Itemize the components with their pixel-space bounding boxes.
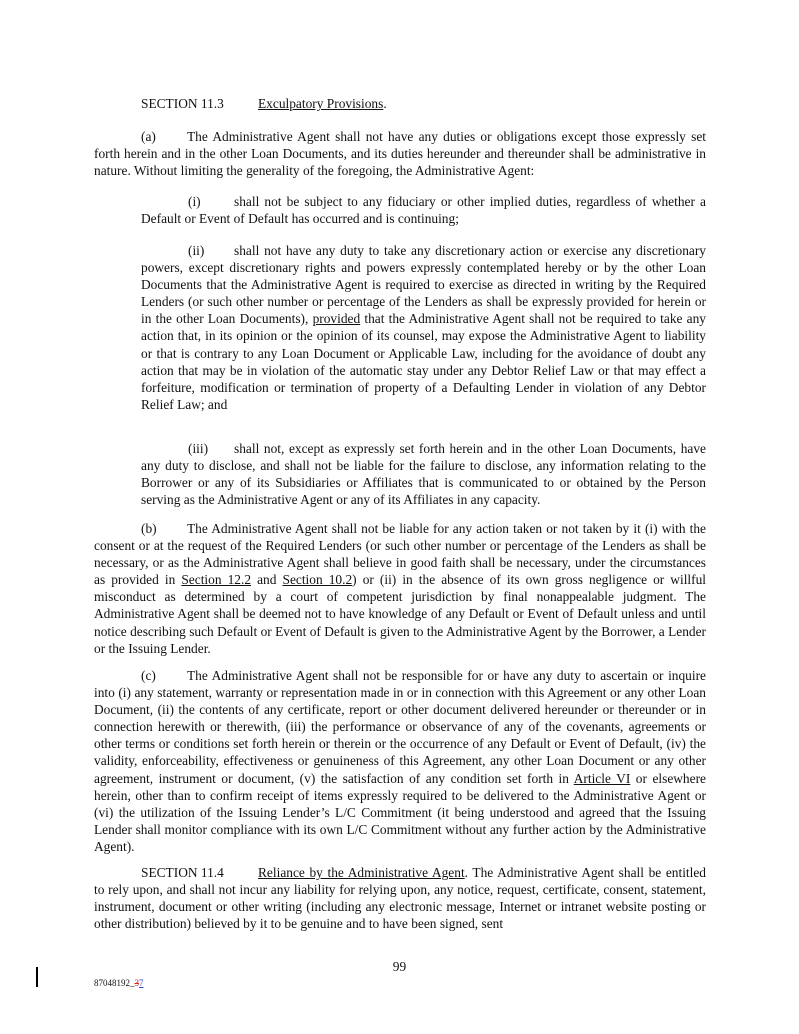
section-number: SECTION 11.3 <box>141 96 224 111</box>
paragraph-a-i <box>141 193 706 227</box>
paragraph-label: (ii) <box>188 243 205 258</box>
paragraph-a-ii <box>141 242 706 413</box>
paragraph-text: or elsewhere herein, other than to confirm receipt of items expressly required to be delivered to the Administrative Agent or (vi) the utilization of the Issuing Lender’s L/C Commitment (it being understood and agreed that the Issuing Lender shall monitor compliance with its own L/C Commitment without any further action by the Administrative Agent). <box>94 770 706 854</box>
paragraph-text: The Administrative Agent shall not be responsible for or have any duty to ascertain or inquire into (i) any statement, warranty or representation made in or in connection with this Agreement or any other Loan Document, (ii) the contents of any certificate, report or other document delivered hereunder or thereunder or in connection herewith or therewith, (iii) the performance or observance of any of the covenants, agreements or other terms or conditions set forth herein or therein or the occurrence of any Default or Event of Default, (iv) the validity, enforceability, effectiveness or genuineness of this Agreement, any other Loan Document or any other agreement, instrument or document, (v) the satisfaction of any condition set forth in <box>94 668 706 786</box>
section-number: SECTION 11.4 <box>141 865 224 880</box>
page-number: 99 <box>392 959 407 974</box>
paragraph-text: shall not, except as expressly set forth herein and in the other Loan Documents, have any duty to disclose, and shall not be liable for the failure to disclose, any information relating to the Borrower or any of its Subsidiaries or Affiliates that is communicated to or obtained by the Person serving as the Administrative Agent or any of its Affiliates in any capacity. <box>141 441 706 508</box>
section-reference: Section 12.2 <box>181 572 252 588</box>
paragraph-c <box>94 667 706 855</box>
article-reference: Article VI <box>573 770 631 786</box>
inserted-revision: 7 <box>139 978 144 988</box>
provided-term: provided <box>312 311 361 327</box>
paragraph-label: (i) <box>188 194 201 209</box>
section-11-3-heading: SECTION 11.3 Exculpatory Provisions. <box>141 96 387 111</box>
deleted-revision: 3 <box>134 978 139 988</box>
paragraph-b: (b) The Administrative Agent shall not be liable for any action taken or not taken by it (i) with the consent or at the request of the Required Lenders (or such other number or percentage of the Lenders as shall be necessary, or as the Administrative Agent shall believe in good faith shall be necessary, under the circumstances as provided in Section 12.2 and Section 10.2) or (ii) in the absence of its own gross negligence or willful misconduct as determined by a court of competent jurisdiction by final nonappealable judgment. The Administrative Agent shall be deemed not to have knowledge of any Default or Event of Default unless and until notice describing such Default or Event of Default is given to the Administrative Agent by the Borrower, a Lender or the Issuing Lender. <box>94 521 707 656</box>
paragraph-label: (iii) <box>188 441 209 456</box>
section-reference: Section 10.2 <box>282 572 353 588</box>
paragraph-text: ) or (ii) in the absence of its own gross negligence or willful misconduct as determined by a court of competent jurisdiction by final nonappealable judgment. The Administrative Agent shall be deemed not to have knowledge of any Default or Event of Default unless and until notice describing such Default or Event of Default is given to the Administrative Agent by the Borrower, a Lender or the Issuing Lender. <box>94 572 707 656</box>
paragraph-label: (a) <box>141 129 156 144</box>
paragraph-text: The Administrative Agent shall not have any duties or obligations except those expressly set forth herein and in the other Loan Documents, and its duties hereunder and thereunder shall be administrative in nature. Without limiting the generality of the foregoing, the Administrative Agent: <box>94 129 706 179</box>
paragraph-a-iii <box>141 440 706 508</box>
revision-bar <box>36 967 38 987</box>
paragraph-a <box>94 128 706 179</box>
paragraph-text: . The Administrative Agent shall be entitled to rely upon, and shall not incur any liability for relying upon, any notice, request, certificate, consent, statement, instrument, document or other writing (including any electronic message, Internet or intranet website posting or other distribution) believed by it to be genuine and to have been signed, sent <box>94 865 706 932</box>
section-title: Exculpatory Provisions <box>258 96 384 111</box>
paragraph-text: shall not be subject to any fiduciary or other implied duties, regardless of whether a Default or Event of Default has occurred and is continuing; <box>141 194 706 227</box>
paragraph-label: (b) <box>141 521 157 536</box>
section-title: Reliance by the Administrative Agent <box>258 865 465 880</box>
paragraph-text: The Administrative Agent shall not be liable for any action taken or not taken by it (i) with the consent or at the request of the Required Lenders (or such other number or percentage of the Lenders as shall be necessary, or as the Administrative Agent shall believe in good faith shall be necessary, under the circumstances as provided in <box>94 521 706 588</box>
section-11-4 <box>94 864 706 932</box>
document-id: 87048192_37 <box>94 978 144 988</box>
paragraph-text: that the Administrative Agent shall not be required to take any action that, in its opinion or the opinion of its counsel, may expose the Administrative Agent to liability or that is contrary to any Loan Document or Applicable Law, including for the avoidance of doubt any action that may be in violation of the automatic stay under any Debtor Relief Law or that may effect a forfeiture, modification or termination of property of a Defaulting Lender in violation of any Debtor Relief Law; and <box>141 311 706 412</box>
paragraph-label: (c) <box>141 668 156 683</box>
paragraph-text: shall not have any duty to take any discretionary action or exercise any discretionary powers, except discretionary rights and powers expressly contemplated hereby or by the other Loan Documents that the Administrative Agent is required to exercise as directed in writing by the Required Lenders (or such other number or percentage of the Lenders as shall be expressly provided for herein or in the other Loan Documents), <box>141 243 706 327</box>
